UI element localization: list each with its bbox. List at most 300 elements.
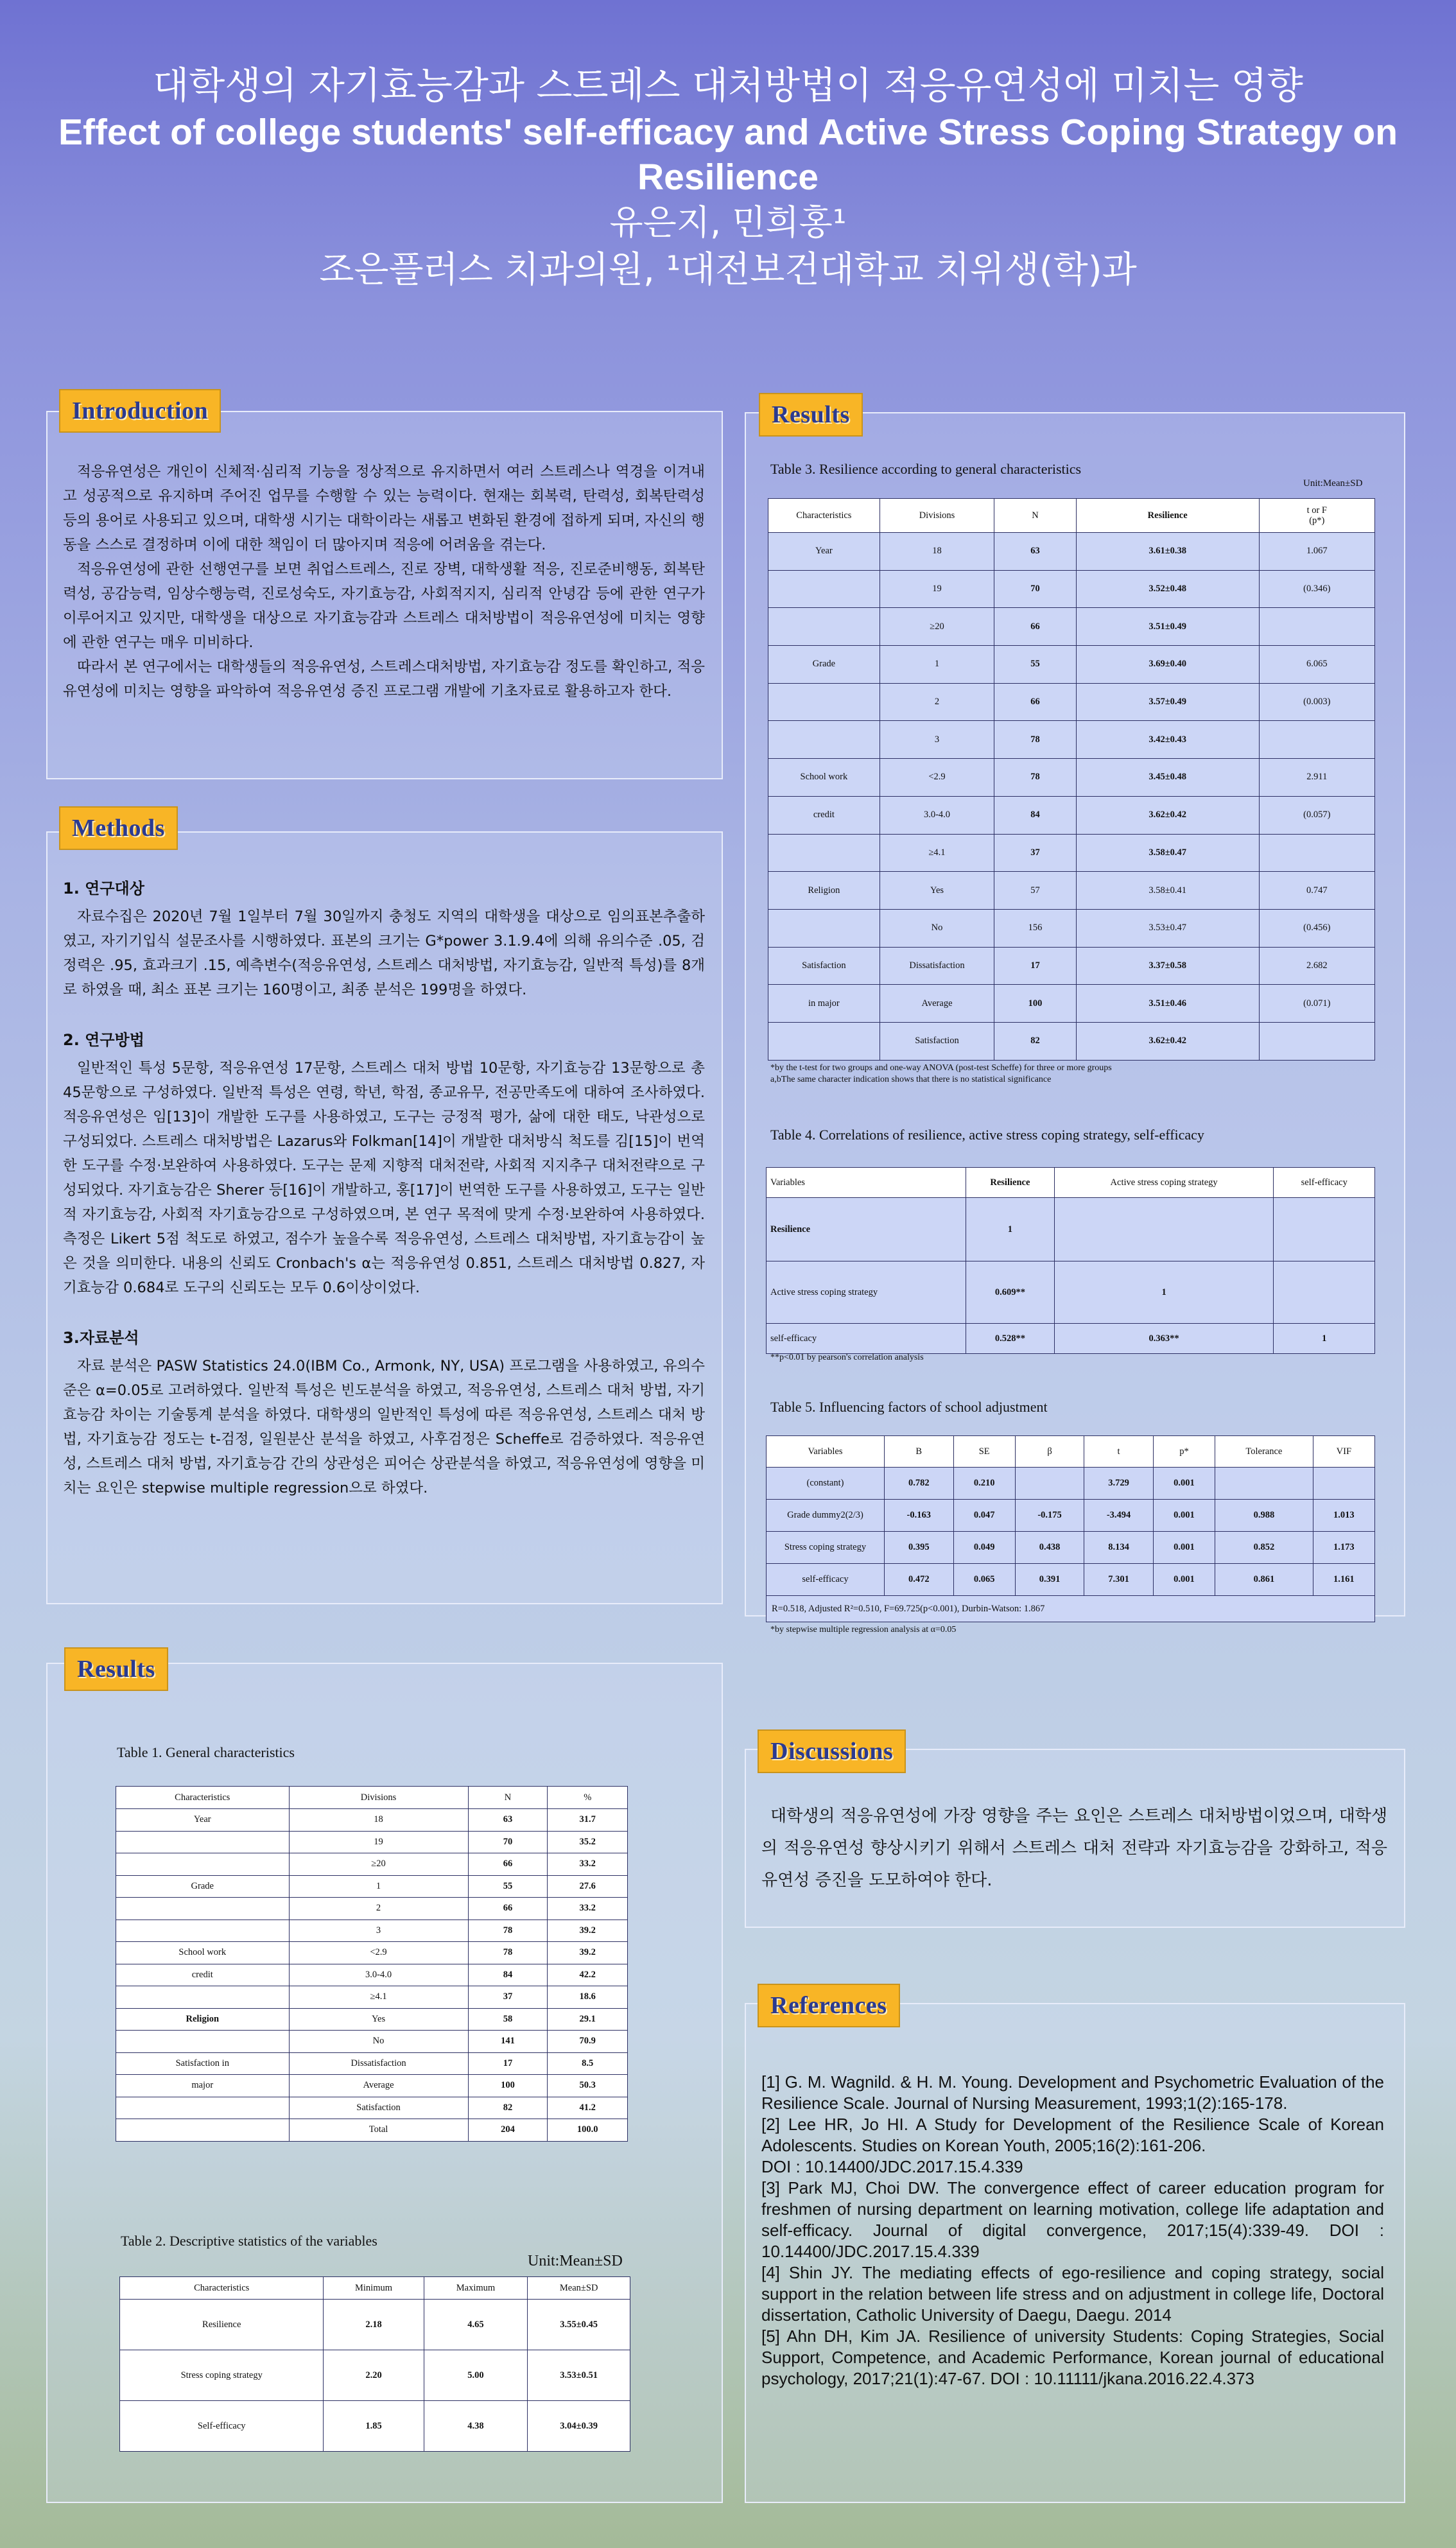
table5-cell: 7.301 bbox=[1084, 1564, 1154, 1596]
table4-cell bbox=[1274, 1261, 1375, 1324]
table3-cell bbox=[768, 608, 880, 646]
reference-item: [4] Shin JY. The mediating effects of ego-resilience and coping strategy, social support in the relation between life stress and on adjustment in college life, Doctoral dissertation, Catholic University of Daegu, Daegu. 2014 bbox=[761, 2263, 1384, 2325]
table5-cell: 0.049 bbox=[953, 1532, 1015, 1564]
table3-notes bbox=[770, 1062, 1112, 1086]
table5-summary: R=0.518, Adjusted R²=0.510, F=69.725(p<0.001), Durbin-Watson: 1.867 bbox=[767, 1596, 1375, 1622]
table5-header: SE bbox=[953, 1436, 1015, 1468]
table3-cell bbox=[768, 570, 880, 608]
table2-header: Mean±SD bbox=[528, 2277, 630, 2300]
table1-cell: 204 bbox=[468, 2119, 548, 2142]
table-row bbox=[767, 1261, 1375, 1324]
methods-text-3: 자료 분석은 PASW Statistics 24.0(IBM Co., Armonk, NY, USA) 프로그램을 사용하였고, 유의수준은 α=0.05로 고려하였다. 일반적 특성은 빈도분석을 하였고, 적응유연성, 스트레스 대처 방법, 자기효능감 차이는 기술통계 분석을 하였다. 대학생의 일반적인 특성에 따른 적응유연성, 스트레스 대처 방법, 자기효능감 정도는 t-검정, 일원분산 분석을 하였고, 사후검정은 Scheffe로 검증하였다. 적응유연성, 스트레스 대처 방법, 자기효능감 간의 상관성은 피어슨 상관분석을 하였고, 적응유연성에 영향을 미치는 요인은 stepwise multiple regression으로 하였다. bbox=[63, 1358, 705, 1496]
table5-cell: 0.001 bbox=[1153, 1564, 1215, 1596]
table3-cell: 3.62±0.42 bbox=[1076, 1022, 1259, 1060]
table1-cell: 100.0 bbox=[548, 2119, 628, 2142]
table1-cell: 3 bbox=[289, 1920, 468, 1942]
table3-cell bbox=[1259, 608, 1374, 646]
table4-header: self-efficacy bbox=[1274, 1168, 1375, 1198]
table1-cell: Dissatisfaction bbox=[289, 2052, 468, 2075]
authors: 유은지, 민희홍¹ bbox=[609, 202, 847, 243]
table1-cell: 66 bbox=[468, 1898, 548, 1920]
reference-item: DOI : 10.14400/JDC.2017.15.4.339 bbox=[761, 2157, 1023, 2176]
table5-cell: 0.395 bbox=[885, 1532, 954, 1564]
methods-text-1: 자료수집은 2020년 7월 1일부터 7월 30일까지 충청도 지역의 대학생을 대상으로 임의표본추출하였고, 자기기입식 설문조사를 시행하였다. 표본의 크기는 G*power 3.1.9.4에 의해 유의수준 .05, 검정력은 .95, 효과크기 .15, 예측변수(적응유연성, 스트레스 대처방법, 자기효능감, 일반적 특성)를 8개로 하였을 때, 최소 표본 크기는 160명이고, 최종 분석은 199명을 하였다. bbox=[63, 908, 705, 998]
table4-header: Variables bbox=[767, 1168, 966, 1198]
table3-cell: 3.57±0.49 bbox=[1076, 683, 1259, 721]
table5-cell: self-efficacy bbox=[767, 1564, 885, 1596]
table1-cell: 42.2 bbox=[548, 1964, 628, 1986]
table4-correlations bbox=[766, 1167, 1375, 1354]
table3-cell: Average bbox=[880, 985, 994, 1023]
table-row bbox=[768, 1022, 1375, 1060]
table1-cell: major bbox=[116, 2075, 290, 2097]
table-row bbox=[768, 533, 1375, 571]
table1-cell: Religion bbox=[116, 2008, 290, 2031]
table1-cell: 2 bbox=[289, 1898, 468, 1920]
table-row bbox=[116, 2119, 628, 2142]
table4-cell: 1 bbox=[966, 1198, 1055, 1261]
table1-cell: 78 bbox=[468, 1942, 548, 1964]
table4-cell: Resilience bbox=[767, 1198, 966, 1261]
table4-caption: Table 4. Correlations of resilience, active stress coping strategy, self-efficacy bbox=[770, 1127, 1204, 1143]
table-row bbox=[768, 985, 1375, 1023]
table-row bbox=[116, 2008, 628, 2031]
table4-cell: 1 bbox=[1054, 1261, 1274, 1324]
table3-cell: in major bbox=[768, 985, 880, 1023]
discussions-panel bbox=[745, 1749, 1405, 1928]
table2-cell: Self-efficacy bbox=[120, 2401, 324, 2452]
table3-cell: 70 bbox=[994, 570, 1077, 608]
table-row bbox=[120, 2300, 630, 2350]
table3-cell: 66 bbox=[994, 683, 1077, 721]
table-row bbox=[116, 2097, 628, 2119]
table5-cell: -3.494 bbox=[1084, 1500, 1154, 1532]
table5-cell: 0.988 bbox=[1215, 1500, 1313, 1532]
table2-unit: Unit:Mean±SD bbox=[528, 2253, 623, 2269]
table4-cell: 1 bbox=[1274, 1324, 1375, 1354]
table1-cell: 58 bbox=[468, 2008, 548, 2031]
table-row bbox=[768, 683, 1375, 721]
table1-caption: Table 1. General characteristics bbox=[117, 1744, 295, 1760]
methods-body bbox=[63, 876, 705, 1500]
affiliations: 조은플러스 치과의원, ¹대전보건대학교 치위생(학)과 bbox=[319, 249, 1137, 291]
intro-paragraph: 따라서 본 연구에서는 대학생들의 적응유연성, 스트레스대처방법, 자기효능감 정도를 확인하고, 적응유연성에 미치는 영향을 파악하여 적응유연성 증진 프로그램 개발에 기초자료로 활용하고자 한다. bbox=[63, 659, 705, 700]
table1-header: Divisions bbox=[289, 1787, 468, 1809]
table-row bbox=[768, 796, 1375, 834]
table3-cell: 2.682 bbox=[1259, 947, 1374, 985]
intro-paragraph: 적응유연성에 관한 선행연구를 보면 취업스트레스, 진로 장벽, 대학생활 적응, 진로준비행동, 회복탄력성, 공감능력, 임상수행능력, 진로성숙도, 자기효능감, 사회적지지, 심리적 안녕감 등에 관한 연구가 이루어지고 있지만, 대학생을 대상으로 자기효능감과 스트레스 대처방법이 적응유연성에 미치는 영향에 관한 연구는 매우 미비하다. bbox=[63, 561, 705, 651]
table1-cell: 19 bbox=[289, 1831, 468, 1853]
table3-cell bbox=[768, 683, 880, 721]
table3-header: Characteristics bbox=[768, 499, 880, 533]
table1-cell: 141 bbox=[468, 2031, 548, 2053]
table-row bbox=[120, 2401, 630, 2452]
table2-cell: 4.38 bbox=[424, 2401, 528, 2452]
table1-cell: 70 bbox=[468, 1831, 548, 1853]
table5-header: β bbox=[1015, 1436, 1084, 1468]
table1-header: % bbox=[548, 1787, 628, 1809]
table4-cell: 0.609** bbox=[966, 1261, 1055, 1324]
table1-cell: 55 bbox=[468, 1875, 548, 1898]
table3-header: Divisions bbox=[880, 499, 994, 533]
table5-influencing-factors bbox=[766, 1435, 1375, 1622]
table4-cell: Active stress coping strategy bbox=[767, 1261, 966, 1324]
table4-note: **p<0.01 by pearson's correlation analysis bbox=[770, 1353, 924, 1362]
table-row bbox=[767, 1324, 1375, 1354]
table1-cell bbox=[116, 2031, 290, 2053]
introduction-body bbox=[63, 460, 705, 704]
table3-cell bbox=[1259, 721, 1374, 759]
table3-header-p: (p*) bbox=[1309, 516, 1325, 526]
table3-cell: 82 bbox=[994, 1022, 1077, 1060]
table1-cell bbox=[116, 1853, 290, 1876]
table3-cell: School work bbox=[768, 759, 880, 797]
table3-cell: ≥4.1 bbox=[880, 834, 994, 872]
table1-cell: 84 bbox=[468, 1964, 548, 1986]
table1-cell: credit bbox=[116, 1964, 290, 1986]
table3-cell: No bbox=[880, 909, 994, 947]
table3-cell: 57 bbox=[994, 872, 1077, 910]
table3-cell: 18 bbox=[880, 533, 994, 571]
title-korean: 대학생의 자기효능감과 스트레스 대처방법이 적응유연성에 미치는 영향 bbox=[153, 64, 1303, 107]
table1-cell: 17 bbox=[468, 2052, 548, 2075]
table-row bbox=[767, 1468, 1375, 1500]
table5-note: *by stepwise multiple regression analysis at α=0.05 bbox=[770, 1625, 957, 1634]
methods-text-2: 일반적인 특성 5문항, 적응유연성 17문항, 스트레스 대처 방법 10문항, 자기효능감 13문항으로 총 45문항으로 구성하였다. 일반적 특성은 연령, 학년, 학점, 종교유무, 전공만족도에 대하여 조사하였다. 적응유연성은 임[13]이 개발한 도구를 사용하였고, 도구는 긍정적 평가, 삶에 대한 태도, 낙관성으로 구성되었다. 스트레스 대처방법은 Lazarus와 Folkman[14]이 개발한 대처방식 척도를 김[15]이 번역한 도구를 수정·보완하여 사용하였다. 도구는 문제 지향적 대처전략, 사회적 지지추구 대처전략으로 구성되었다. 자기효능감은 Sherer 등[16]이 개발하고, 홍[17]이 번역한 도구를 사용하였고, 도구는 일반적 자기효능감, 사회적 자기효능감으로 구성하였으며, 본 연구 목적에 맞게 수정·보완하여 사용하였다. 측정은 Likert 5점 척도로 하였고, 점수가 높을수록 적응유연성, 스트레스 대처방법, 자기효능감이 높은 것을 의미한다. 내용의 신뢰도 Cronbach's α는 적응유연성 0.851, 스트레스 대처방법 0.827, 자기효능감 0.684로 도구의 신뢰도는 모두 0.6이상이었다. bbox=[63, 1060, 705, 1296]
table1-cell: 100 bbox=[468, 2075, 548, 2097]
table5-cell bbox=[1215, 1468, 1313, 1500]
table-row bbox=[116, 2031, 628, 2053]
table1-cell: <2.9 bbox=[289, 1942, 468, 1964]
table3-cell: 66 bbox=[994, 608, 1077, 646]
table1-cell: 33.2 bbox=[548, 1853, 628, 1876]
table3-cell: Satisfaction bbox=[880, 1022, 994, 1060]
table5-header: p* bbox=[1153, 1436, 1215, 1468]
table5-header: VIF bbox=[1313, 1436, 1374, 1468]
table1-cell: 18.6 bbox=[548, 1986, 628, 2009]
table5-cell: 0.001 bbox=[1153, 1500, 1215, 1532]
table1-cell: 3.0-4.0 bbox=[289, 1964, 468, 1986]
references-heading: References bbox=[758, 1984, 900, 2027]
table5-cell: 1.161 bbox=[1313, 1564, 1374, 1596]
table3-cell bbox=[768, 834, 880, 872]
table1-general-characteristics bbox=[116, 1786, 628, 2142]
table1-cell: 27.6 bbox=[548, 1875, 628, 1898]
table1-cell: School work bbox=[116, 1942, 290, 1964]
table3-cell: Year bbox=[768, 533, 880, 571]
table3-cell: 19 bbox=[880, 570, 994, 608]
table3-cell: 3.51±0.46 bbox=[1076, 985, 1259, 1023]
table4-cell: self-efficacy bbox=[767, 1324, 966, 1354]
methods-subtitle-1: 1. 연구대상 bbox=[63, 880, 144, 897]
intro-paragraph: 적응유연성은 개인이 신체적·심리적 기능을 정상적으로 유지하면서 여러 스트레스나 역경을 이겨내고 성공적으로 유지하며 주어진 업무를 수행할 수 있는 능력이다. 현재는 회복력, 탄력성, 회복탄력성 등의 용어로 사용되고 있으며, 대학생 시기는 대학이라는 새롭고 변화된 환경에 접하게 되며, 자신의 행동을 스스로 결정하며 이에 대한 책임이 더 많아지며 적응에 어려움을 겪는다. bbox=[63, 464, 705, 553]
table3-cell: 3.53±0.47 bbox=[1076, 909, 1259, 947]
table3-header: N bbox=[994, 499, 1077, 533]
table-row bbox=[116, 2052, 628, 2075]
table5-cell bbox=[1313, 1468, 1374, 1500]
table2-cell: 2.20 bbox=[324, 2350, 424, 2401]
table3-cell: 1.067 bbox=[1259, 533, 1374, 571]
reference-item: [5] Ahn DH, Kim JA. Resilience of university Students: Coping Strategies, Social Support, Competence, and Academic Performance, Korean journal of educational psychology, 2017;21(1):47-67. DOI : 10.11111/jkana.2016.22.4.373 bbox=[761, 2327, 1384, 2388]
introduction-panel bbox=[46, 411, 723, 779]
table1-header: Characteristics bbox=[116, 1787, 290, 1809]
discussions-body: 대학생의 적응유연성에 가장 영향을 주는 요인은 스트레스 대처방법이었으며, 대학생의 적응유연성 향상시키기 위해서 스트레스 대처 전략과 자기효능감을 강화하고, 적응유연성 증진을 도모하여야 한다. bbox=[761, 1807, 1387, 1890]
table5-cell: 0.001 bbox=[1153, 1468, 1215, 1500]
table1-cell: Satisfaction in bbox=[116, 2052, 290, 2075]
table1-cell bbox=[116, 1831, 290, 1853]
table5-cell: (constant) bbox=[767, 1468, 885, 1500]
table3-cell: Dissatisfaction bbox=[880, 947, 994, 985]
table1-cell: Yes bbox=[289, 2008, 468, 2031]
poster-header bbox=[0, 61, 1456, 295]
table5-cell: 0.438 bbox=[1015, 1532, 1084, 1564]
table-row bbox=[116, 1964, 628, 1986]
table2-header: Minimum bbox=[324, 2277, 424, 2300]
table1-cell bbox=[116, 2097, 290, 2119]
table1-cell: 41.2 bbox=[548, 2097, 628, 2119]
table3-cell: 3.51±0.49 bbox=[1076, 608, 1259, 646]
table3-header-t-or-f bbox=[1259, 499, 1374, 533]
table1-cell: 8.5 bbox=[548, 2052, 628, 2075]
table5-header: Variables bbox=[767, 1436, 885, 1468]
table1-cell: 82 bbox=[468, 2097, 548, 2119]
table3-header-stat: t or F bbox=[1306, 505, 1327, 516]
references-panel bbox=[745, 2003, 1405, 2503]
table3-cell: 3.45±0.48 bbox=[1076, 759, 1259, 797]
table-row bbox=[768, 872, 1375, 910]
table-row bbox=[120, 2350, 630, 2401]
table3-cell: (0.057) bbox=[1259, 796, 1374, 834]
table1-cell: Grade bbox=[116, 1875, 290, 1898]
table3-cell: 3.0-4.0 bbox=[880, 796, 994, 834]
table2-caption: Table 2. Descriptive statistics of the variables bbox=[121, 2233, 377, 2249]
table1-cell: 1 bbox=[289, 1875, 468, 1898]
table1-cell: 78 bbox=[468, 1920, 548, 1942]
table5-cell: 0.861 bbox=[1215, 1564, 1313, 1596]
reference-item: [3] Park MJ, Choi DW. The convergence effect of career education program for freshmen of nursing department on learning motivation, college life adaptation and self-efficacy. Journal of digital convergence, 2017;15(4):339-49. DOI : 10.14400/JDC.2017.15.4.339 bbox=[761, 2178, 1384, 2261]
table-row bbox=[116, 1920, 628, 1942]
table1-cell: 39.2 bbox=[548, 1920, 628, 1942]
table1-cell: ≥4.1 bbox=[289, 1986, 468, 2009]
table1-cell: 63 bbox=[468, 1809, 548, 1832]
table3-cell: 63 bbox=[994, 533, 1077, 571]
table3-cell bbox=[768, 721, 880, 759]
table2-descriptive-statistics bbox=[119, 2276, 630, 2452]
table3-cell: 1 bbox=[880, 646, 994, 684]
table-row bbox=[767, 1532, 1375, 1564]
table3-cell: 3.61±0.38 bbox=[1076, 533, 1259, 571]
table3-cell: (0.346) bbox=[1259, 570, 1374, 608]
table5-cell: 0.210 bbox=[953, 1468, 1015, 1500]
table3-cell: 6.065 bbox=[1259, 646, 1374, 684]
table3-cell: 55 bbox=[994, 646, 1077, 684]
table4-cell bbox=[1054, 1198, 1274, 1261]
table1-cell: 39.2 bbox=[548, 1942, 628, 1964]
table5-header: B bbox=[885, 1436, 954, 1468]
methods-subtitle-2: 2. 연구방법 bbox=[63, 1031, 144, 1049]
table-row bbox=[768, 909, 1375, 947]
table-row bbox=[116, 1942, 628, 1964]
table-row bbox=[768, 608, 1375, 646]
table1-cell: 18 bbox=[289, 1809, 468, 1832]
table1-cell: Total bbox=[289, 2119, 468, 2142]
table-row bbox=[116, 1875, 628, 1898]
table3-cell: (0.456) bbox=[1259, 909, 1374, 947]
table-row bbox=[116, 1831, 628, 1853]
table3-cell: (0.071) bbox=[1259, 985, 1374, 1023]
methods-subtitle-3: 3.자료분석 bbox=[63, 1329, 139, 1347]
table-row bbox=[768, 646, 1375, 684]
table2-cell: Resilience bbox=[120, 2300, 324, 2350]
table1-cell bbox=[116, 2119, 290, 2142]
table1-cell: 37 bbox=[468, 1986, 548, 2009]
table1-cell: Average bbox=[289, 2075, 468, 2097]
table4-cell: 0.363** bbox=[1054, 1324, 1274, 1354]
table3-cell: 100 bbox=[994, 985, 1077, 1023]
table5-cell: 0.047 bbox=[953, 1500, 1015, 1532]
table5-caption: Table 5. Influencing factors of school adjustment bbox=[770, 1399, 1048, 1415]
table3-cell: credit bbox=[768, 796, 880, 834]
table4-cell bbox=[1274, 1198, 1375, 1261]
table4-header: Active stress coping strategy bbox=[1054, 1168, 1274, 1198]
table2-cell: 3.55±0.45 bbox=[528, 2300, 630, 2350]
table3-cell bbox=[768, 1022, 880, 1060]
table1-cell bbox=[116, 1986, 290, 2009]
table3-cell: 0.747 bbox=[1259, 872, 1374, 910]
table1-cell: 29.1 bbox=[548, 2008, 628, 2031]
table3-cell: 78 bbox=[994, 759, 1077, 797]
table3-header: Resilience bbox=[1076, 499, 1259, 533]
table3-cell: 3 bbox=[880, 721, 994, 759]
table2-cell: 5.00 bbox=[424, 2350, 528, 2401]
table1-cell: 50.3 bbox=[548, 2075, 628, 2097]
table5-cell: 0.852 bbox=[1215, 1532, 1313, 1564]
table3-cell: 3.58±0.41 bbox=[1076, 872, 1259, 910]
table2-cell: Stress coping strategy bbox=[120, 2350, 324, 2401]
table-row bbox=[116, 2075, 628, 2097]
table3-cell: 84 bbox=[994, 796, 1077, 834]
table1-cell: ≥20 bbox=[289, 1853, 468, 1876]
table1-cell: 31.7 bbox=[548, 1809, 628, 1832]
table3-cell: 17 bbox=[994, 947, 1077, 985]
table3-cell: 156 bbox=[994, 909, 1077, 947]
table1-cell: 35.2 bbox=[548, 1831, 628, 1853]
table3-caption: Table 3. Resilience according to general characteristics bbox=[770, 461, 1082, 477]
table2-header: Maximum bbox=[424, 2277, 528, 2300]
table-row bbox=[116, 1809, 628, 1832]
table-row bbox=[767, 1198, 1375, 1261]
table3-unit: Unit:Mean±SD bbox=[1303, 478, 1363, 489]
table5-header: t bbox=[1084, 1436, 1154, 1468]
table-row bbox=[116, 1986, 628, 2009]
table3-note: *by the t-test for two groups and one-way ANOVA (post-test Scheffe) for three or more groups bbox=[770, 1063, 1112, 1073]
table1-cell bbox=[116, 1898, 290, 1920]
table-row bbox=[768, 759, 1375, 797]
references-list bbox=[761, 2072, 1384, 2389]
table3-cell: Religion bbox=[768, 872, 880, 910]
table3-cell: 2 bbox=[880, 683, 994, 721]
table3-note: a,bThe same character indication shows that there is no statistical significance bbox=[770, 1075, 1052, 1084]
table1-cell bbox=[116, 1920, 290, 1942]
introduction-heading: Introduction bbox=[59, 389, 221, 433]
table5-cell: 0.001 bbox=[1153, 1532, 1215, 1564]
methods-panel bbox=[46, 831, 723, 1604]
table2-cell: 3.53±0.51 bbox=[528, 2350, 630, 2401]
table3-cell: 3.42±0.43 bbox=[1076, 721, 1259, 759]
title-english: Effect of college students' self-efficacy and Active Stress Coping Strategy on Resilience bbox=[58, 112, 1398, 198]
table5-cell: Grade dummy2(2/3) bbox=[767, 1500, 885, 1532]
table3-cell bbox=[1259, 1022, 1374, 1060]
table1-cell: 70.9 bbox=[548, 2031, 628, 2053]
table2-cell: 1.85 bbox=[324, 2401, 424, 2452]
table5-cell: 1.173 bbox=[1313, 1532, 1374, 1564]
table5-cell bbox=[1015, 1468, 1084, 1500]
discussions-heading: Discussions bbox=[758, 1729, 906, 1773]
table5-cell: -0.175 bbox=[1015, 1500, 1084, 1532]
table2-cell: 3.04±0.39 bbox=[528, 2401, 630, 2452]
table3-cell: 3.37±0.58 bbox=[1076, 947, 1259, 985]
table2-cell: 4.65 bbox=[424, 2300, 528, 2350]
table3-cell: Yes bbox=[880, 872, 994, 910]
table1-cell: Satisfaction bbox=[289, 2097, 468, 2119]
table1-cell: No bbox=[289, 2031, 468, 2053]
table1-header: N bbox=[468, 1787, 548, 1809]
table-row bbox=[768, 570, 1375, 608]
table5-cell: 0.391 bbox=[1015, 1564, 1084, 1596]
table1-cell: 33.2 bbox=[548, 1898, 628, 1920]
table-row bbox=[767, 1500, 1375, 1532]
table1-cell: Year bbox=[116, 1809, 290, 1832]
table5-cell: -0.163 bbox=[885, 1500, 954, 1532]
table3-cell: 37 bbox=[994, 834, 1077, 872]
table3-cell: 3.52±0.48 bbox=[1076, 570, 1259, 608]
table3-cell: 2.911 bbox=[1259, 759, 1374, 797]
table3-resilience-by-characteristics bbox=[768, 498, 1375, 1061]
table3-cell: <2.9 bbox=[880, 759, 994, 797]
table4-cell: 0.528** bbox=[966, 1324, 1055, 1354]
table3-cell: ≥20 bbox=[880, 608, 994, 646]
table3-cell bbox=[1259, 834, 1374, 872]
table3-cell: Grade bbox=[768, 646, 880, 684]
table5-cell: Stress coping strategy bbox=[767, 1532, 885, 1564]
table1-cell: 66 bbox=[468, 1853, 548, 1876]
table3-cell: 3.62±0.42 bbox=[1076, 796, 1259, 834]
results-right-heading: Results bbox=[759, 393, 863, 437]
table-row bbox=[767, 1564, 1375, 1596]
methods-heading: Methods bbox=[59, 806, 178, 850]
table5-cell: 1.013 bbox=[1313, 1500, 1374, 1532]
reference-item: [1] G. M. Wagnild. & H. M. Young. Development and Psychometric Evaluation of the Resilience Scale. Journal of Nursing Measurement, 1993;1(2):165-178. bbox=[761, 2072, 1384, 2113]
table-row bbox=[768, 947, 1375, 985]
table3-cell: Satisfaction bbox=[768, 947, 880, 985]
table2-header: Characteristics bbox=[120, 2277, 324, 2300]
table4-header: Resilience bbox=[966, 1168, 1055, 1198]
table3-cell: 78 bbox=[994, 721, 1077, 759]
results-left-heading: Results bbox=[64, 1647, 168, 1691]
table5-header: Tolerance bbox=[1215, 1436, 1313, 1468]
table-row bbox=[116, 1853, 628, 1876]
table5-cell: 8.134 bbox=[1084, 1532, 1154, 1564]
table5-cell: 0.065 bbox=[953, 1564, 1015, 1596]
reference-item: [2] Lee HR, Jo HI. A Study for Development of the Resilience Scale of Korean Adolescents. Studies on Korean Youth, 2005;16(2):161-206. bbox=[761, 2115, 1384, 2155]
table-row bbox=[116, 1898, 628, 1920]
table5-cell: 3.729 bbox=[1084, 1468, 1154, 1500]
table3-cell: 3.69±0.40 bbox=[1076, 646, 1259, 684]
table3-cell: 3.58±0.47 bbox=[1076, 834, 1259, 872]
table-row bbox=[768, 834, 1375, 872]
table-row bbox=[768, 721, 1375, 759]
table3-cell bbox=[768, 909, 880, 947]
